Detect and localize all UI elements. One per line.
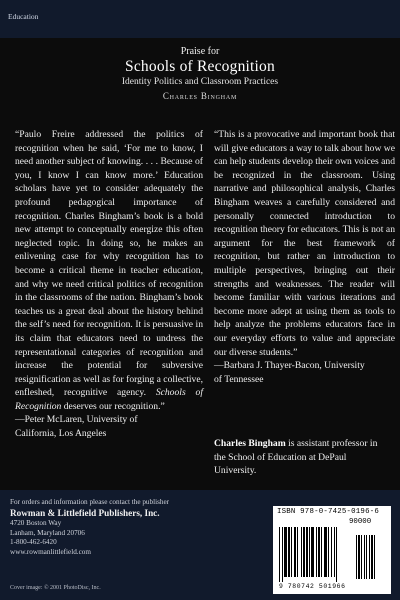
left-review-italic-title: Schools of Recognition: [15, 387, 203, 412]
book-author: Charles Bingham: [162, 91, 238, 101]
isbn-text: ISBN 978-0-7425-0196-6: [277, 508, 379, 516]
barcode-addon-bar: [356, 535, 357, 579]
barcode-bars: [278, 527, 386, 582]
barcode-bar: [324, 527, 327, 577]
orders-line: For orders and information please contact the publisher: [10, 498, 170, 506]
barcode-addon-bar: [366, 535, 367, 579]
barcode-addon-bar: [361, 535, 362, 579]
barcode-addon-bar: [374, 535, 375, 579]
publisher-phone: 1-800-462-6420: [10, 538, 57, 547]
book-subtitle: Identity Politics and Classroom Practices: [121, 77, 279, 87]
barcode-bar: [303, 527, 305, 577]
right-review-column: [214, 128, 395, 386]
barcode-label: [273, 506, 391, 594]
cover-credit: Cover image: © 2001 PhotoDisc, Inc.: [10, 585, 101, 591]
book-title: Schools of Recognition: [125, 58, 275, 75]
praise-for-heading: Praise for: [180, 46, 220, 57]
right-review-attribution: [214, 359, 395, 386]
right-review-quote: “This is a provocative and important book that will give educators a way to talk about how we can help students develop their own voices and be recognized in the classroom. Using narrative and philosophical analysis, Charles Bingham weaves a carefully considered and personally connected introduction to recognition theory for educators. This is not an argument for the best framework of recognition, but rather an introduction to multiple perspectives, bringing out their strengths and weaknesses. The reader will become familiar with various iterations and become more adept at using them as tools to help analyze the problems educators face in our everyday efforts to value and appreciate our diverse students.”: [214, 129, 395, 358]
barcode-addon-bar: [369, 535, 370, 579]
author-bio-text: is assistant professor in the School of Education at DePaul University.: [214, 438, 378, 477]
barcode-bar: [297, 527, 298, 577]
barcode-bar: [301, 527, 302, 577]
barcode-bar: [282, 527, 283, 582]
barcode-addon-bar: [358, 535, 360, 579]
publisher-name: Rowman & Littlefield Publishers, Inc.: [10, 508, 160, 519]
barcode-bar: [288, 527, 290, 577]
publisher-address2: Lanham, Maryland 20706: [10, 528, 85, 537]
price-code: 90000: [349, 518, 372, 526]
publisher-address1: 4720 Boston Way: [10, 519, 62, 528]
publisher-info: [10, 498, 270, 557]
barcode-bar: [306, 527, 308, 577]
left-review-text: “Paulo Freire addressed the politics of recognition when he said, ‘For me to know, I need another subject of knowing. . . . Because of you, I know I can know more.’ Education scholars have yet to consider adequately the profound pedagogical importance of recognition. Charles Bingham’s book is a bold new attempt to conceptually energize this often neglected topic. In doing so, he makes an enlivening case for why recognition has to become a critical theme in teacher education, and why we need critical politics of recognition in the classrooms of the nation. Bingham’s book teaches us a great deal about the history behind the self’s need for recognition. It is persuasive in its claim that educators need to undress the representational categories of recognition and increase the potential for subversive resignification as well as for forging a collective, enfleshed, recognitive agency.: [15, 129, 203, 399]
left-attribution-line2: California, Los Angeles: [15, 428, 107, 440]
barcode-bar: [328, 527, 329, 577]
barcode-bar: [318, 527, 320, 577]
barcode-bar: [311, 527, 314, 577]
left-review-column: [15, 128, 203, 441]
barcode-bar: [294, 527, 296, 577]
barcode-bar: [309, 527, 310, 577]
barcode-bar: [321, 527, 322, 577]
barcode-addon-bar: [371, 535, 373, 579]
barcode-bar: [279, 527, 280, 582]
barcode-bar: [336, 527, 337, 582]
barcode-number: 9 780742 501966: [279, 583, 346, 590]
barcode-bar: [331, 527, 332, 577]
author-bio-name: Charles Bingham: [214, 438, 286, 449]
barcode-bar: [291, 527, 292, 577]
author-bio: [214, 437, 386, 478]
barcode-bar: [284, 527, 287, 577]
header: [0, 46, 400, 103]
left-review-attribution: [15, 413, 203, 440]
left-review-text-end: deserves our recognition.”: [61, 400, 165, 412]
category-label: Education: [8, 12, 39, 21]
publisher-website: www.rowmanlittlefield.com: [10, 547, 91, 556]
left-review-quote: [15, 128, 203, 413]
barcode-addon-bar: [364, 535, 365, 579]
barcode-bar: [334, 527, 335, 577]
barcode-bar: [316, 527, 317, 577]
top-band: [0, 0, 400, 38]
right-attribution-line1: —Barbara J. Thayer-Bacon, University: [214, 360, 365, 372]
right-attribution-line2: of Tennessee: [214, 373, 264, 385]
left-attribution-line1: —Peter McLaren, University of: [15, 414, 138, 426]
